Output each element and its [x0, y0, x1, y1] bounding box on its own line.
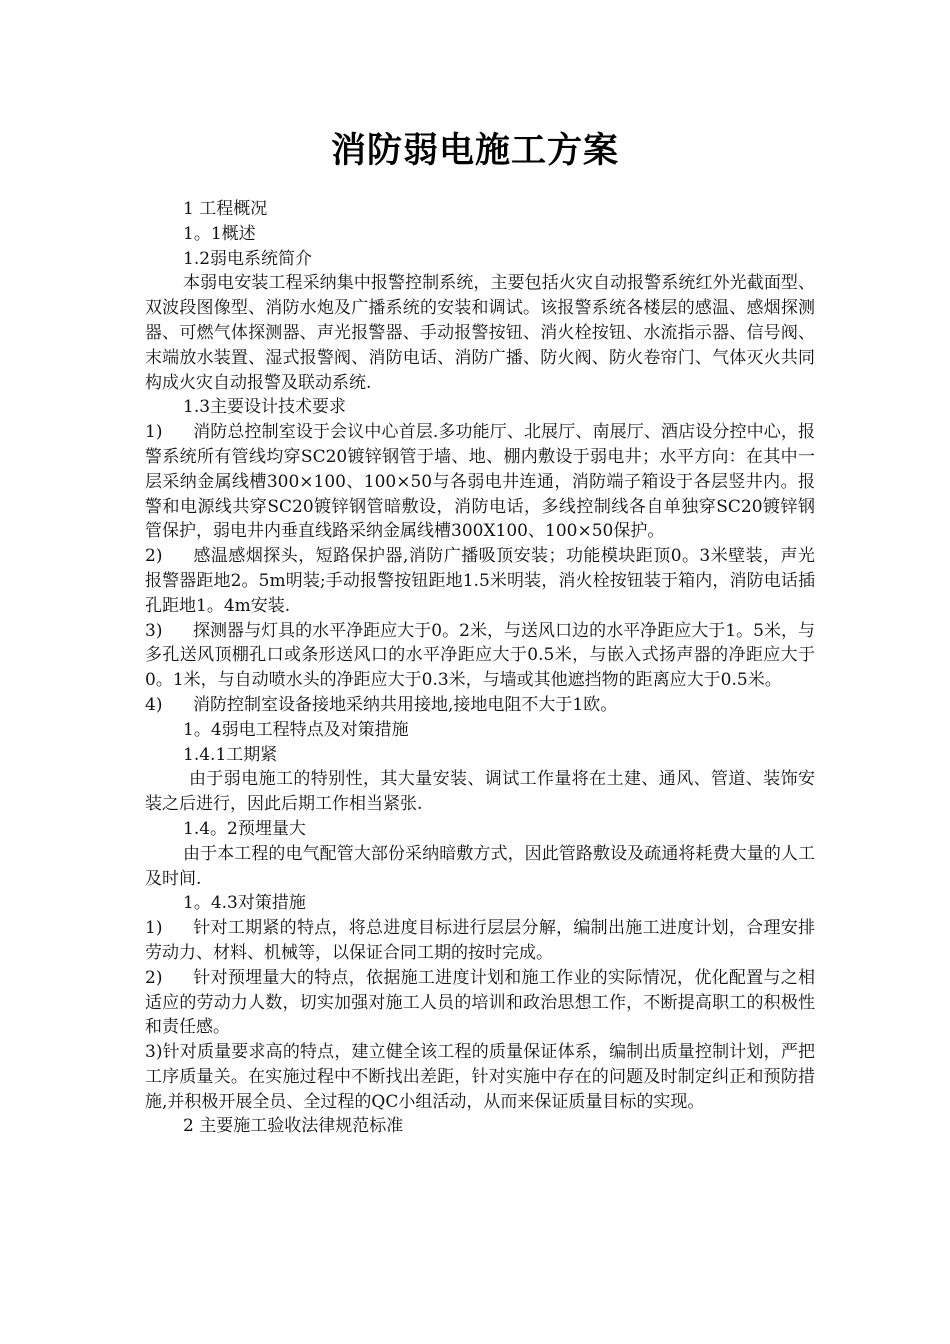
- heading-1-4-3: 1。4.3对策措施: [183, 893, 306, 914]
- requirement-number: 2): [145, 546, 163, 567]
- requirement-text: 消防总控制室设于会议中心首层.多功能厅、北展厅、南展厅、酒店设分控中心，报警系统所有管线均穿SC20镀锌钢管于墙、地、棚内敷设于弱电井；水平方向：在其中一层采纳金属线槽300×100、100×50与各弱电井连通，消防端子箱设于各层竖井内。报警和电源线共穿SC20镀锌钢管暗敷设，消防电话，多线控制线各自单独穿SC20镀锌钢管保护，弱电井内垂直线路采纳金属线槽300X100、100×50保护。: [145, 422, 815, 542]
- measure-item-1: [145, 916, 815, 966]
- heading-1-1: 1。1概述: [183, 223, 256, 244]
- requirement-number: 4): [145, 694, 163, 715]
- measure-text: 针对预埋量大的特点，依据施工进度计划和施工作业的实际情况，优化配置与之相适应的劳动力人数，切实加强对施工人员的培训和政治思想工作，不断提高职工的积极性和责任感。: [145, 967, 815, 1038]
- heading-2: 2 主要施工验收法律规范标准: [183, 1116, 404, 1137]
- heading-1-2: 1.2弱电系统简介: [183, 248, 313, 269]
- requirement-item-2: [145, 544, 815, 618]
- requirement-text: 探测器与灯具的水平净距应大于0。2米，与送风口边的水平净距应大于1。5米，与多孔送风顶棚孔口或条形送风口的水平净距应大于0.5米，与嵌入式扬声器的净距应大于0。1米，与自动喷水头的净距应大于0.3米，与墙或其他遮挡物的距离应大于0.5米。: [145, 620, 815, 691]
- measure-number: 2): [145, 967, 163, 988]
- requirement-number: 3): [145, 620, 163, 641]
- heading-1-3: 1.3主要设计技术要求: [183, 397, 347, 418]
- measure-item-2: [145, 966, 815, 1040]
- requirement-item-4: [145, 693, 815, 718]
- requirement-item-1: [145, 420, 815, 544]
- requirement-item-3: [145, 619, 815, 693]
- requirement-text: 感温感烟探头，短路保护器,消防广播吸顶安装；功能模块距顶0。3米壁装，声光报警器距地2。5m明装;手动报警按钮距地1.5米明装，消火栓按钮装于箱内，消防电话插孔距地1。4m安装.: [145, 546, 815, 616]
- measure-number: 1): [145, 918, 163, 939]
- requirement-text: 消防控制室设备接地采纳共用接地,接地电阻不大于1欧。: [193, 694, 618, 715]
- heading-1: 1 工程概况: [183, 199, 268, 219]
- document-body: [145, 197, 815, 1139]
- heading-1-4-1: 1.4.1工期紧: [183, 744, 278, 765]
- measure-item-3: 3)针对质量要求高的特点，建立健全该工程的质量保证体系，编制出质量控制计划，严把工序质量关。在实施过程中不断找出差距，针对实施中存在的问题及时制定纠正和预防措施,并积极开展全员、全过程的QC小组活动，从而来保证质量目标的实现。: [145, 1042, 815, 1112]
- heading-1-4-2: 1.4。2预埋量大: [183, 818, 306, 839]
- document-title: 消防弱电施工方案: [330, 130, 619, 171]
- requirement-number: 1): [145, 422, 163, 443]
- heading-1-4: 1。4弱电工程特点及对策措施: [183, 719, 409, 740]
- paragraph-1-2: 本弱电安装工程采纳集中报警控制系统，主要包括火灾自动报警系统红外光截面型、双波段图像型、消防水炮及广播系统的安装和调试。该报警系统各楼层的感温、感烟探测器、可燃气体探测器、声光报警器、手动报警按钮、消火栓按钮、水流指示器、信号阀、末端放水装置、湿式报警阀、消防电话、消防广播、防火阀、防火卷帘门、气体灭火共同构成火灾自动报警及联动系统.: [145, 273, 815, 393]
- paragraph-1-4-2: 由于本工程的电气配管大部份采纳暗敷方式，因此管路敷设及疏通将耗费大量的人工及时间.: [145, 843, 815, 889]
- paragraph-1-4-1: 由于弱电施工的特别性，其大量安装、调试工作量将在土建、通风、管道、装饰安装之后进行，因此后期工作相当紧张.: [145, 769, 815, 815]
- measure-text: 针对工期紧的特点，将总进度目标进行层层分解，编制出施工进度计划，合理安排劳动力、材料、机械等，以保证合同工期的按时完成。: [145, 918, 815, 963]
